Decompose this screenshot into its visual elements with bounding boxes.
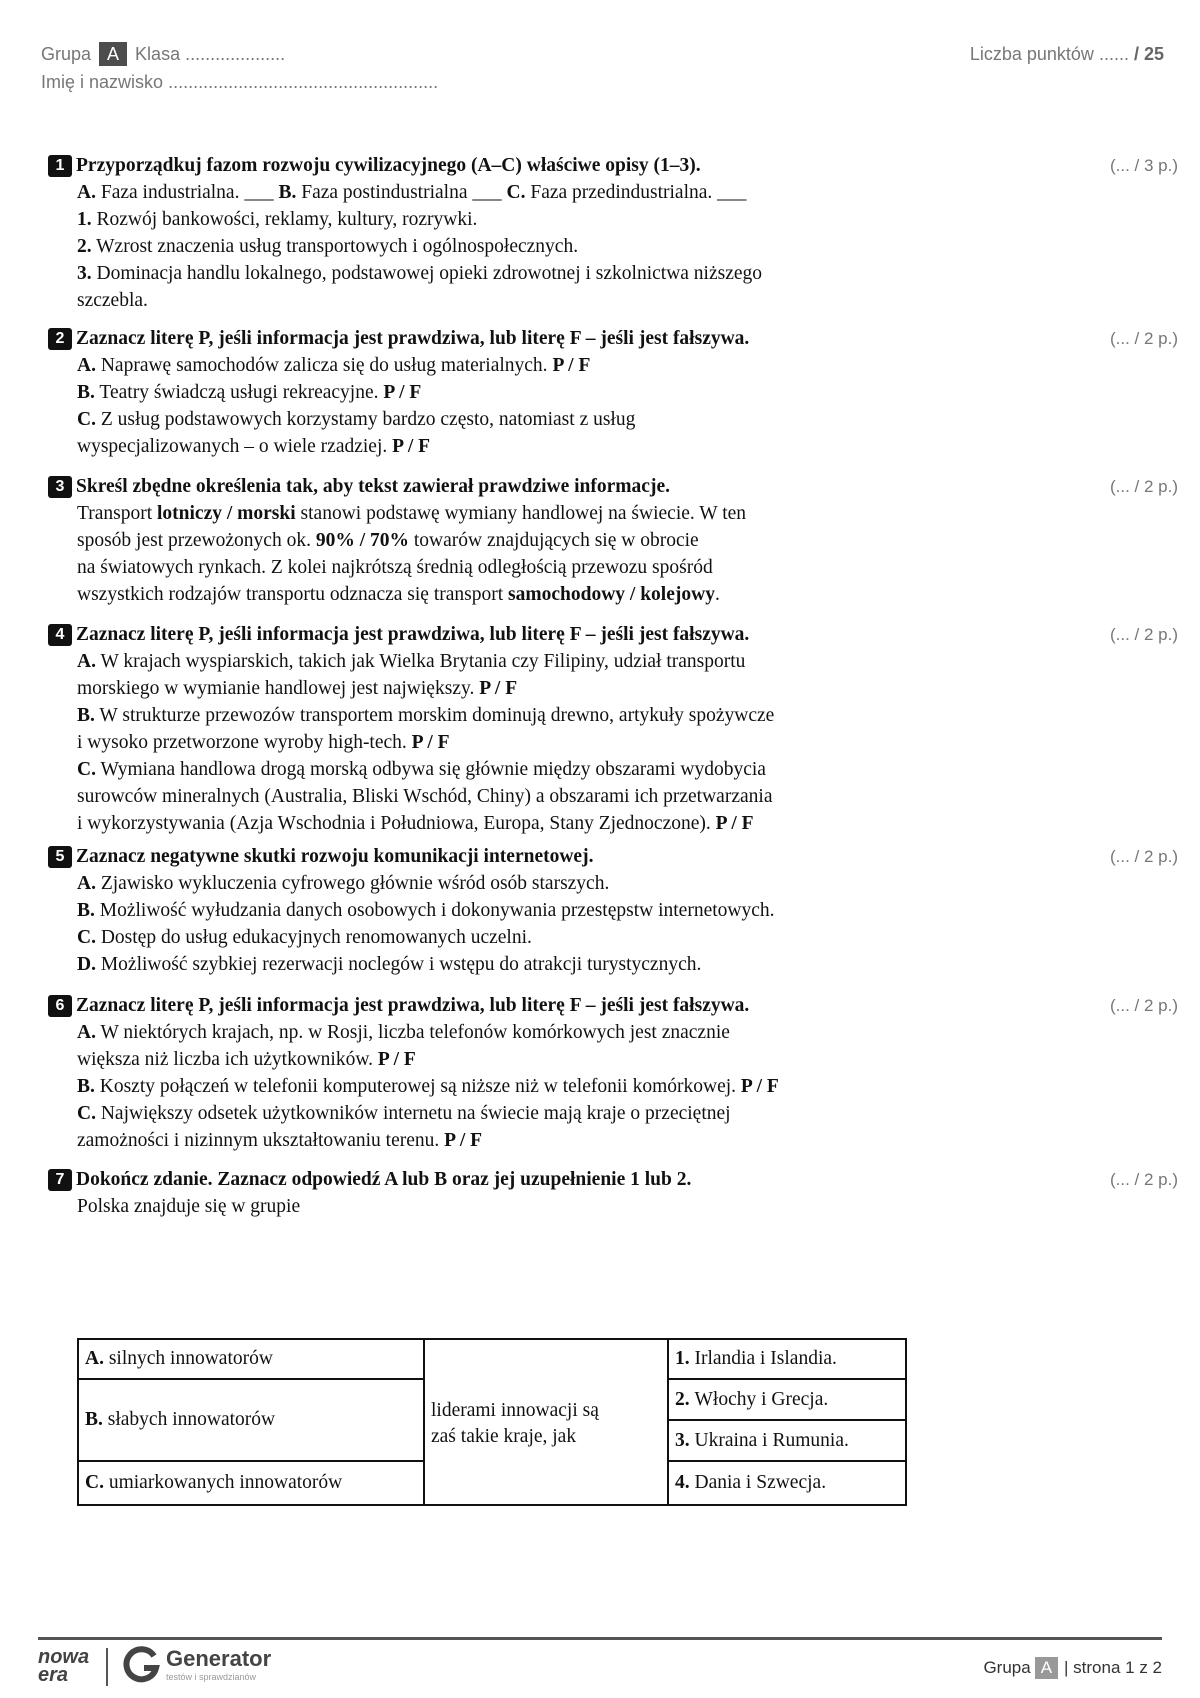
nowa-era-logo: nowa era [38, 1646, 90, 1686]
task-score: (... / 2 p.) [1109, 847, 1178, 866]
task-score: (... / 2 p.) [1109, 625, 1178, 644]
table-cell-option[interactable]: A. silnych innowatorów [79, 1340, 423, 1380]
page-number: | strona 1 z 2 [1064, 1658, 1162, 1677]
footer-divider [38, 1637, 1162, 1640]
task-title: Skreśl zbędne określenia tak, aby tekst zawierał prawdziwe informacje. [76, 476, 670, 497]
task-6 [48, 992, 1178, 1154]
answer-table [77, 1338, 907, 1506]
class-label: Klasa [135, 43, 181, 64]
task-4 [48, 621, 1178, 837]
description-item-cont: szczebla. [77, 290, 148, 311]
table-cell-completion[interactable]: 1. Irlandia i Islandia. [669, 1340, 905, 1380]
phase-text[interactable]: Faza postindustrialna ___ [301, 182, 502, 203]
task-title: Zaznacz literę P, jeśli informacja jest prawdziwa, lub literę F – jeśli jest fałszywa. [76, 328, 750, 349]
task-title: Zaznacz literę P, jeśli informacja jest prawdziwa, lub literę F – jeśli jest fałszywa. [76, 995, 750, 1016]
statement: A. W krajach wyspiarskich, takich jak Wielka Brytania czy Filipiny, udział transportu [77, 651, 746, 672]
statement: A. W niektórych krajach, np. w Rosji, liczba telefonów komórkowych jest znacznie [77, 1022, 730, 1043]
table-cell-middle: liderami innowacji są zaś takie kraje, jak [431, 1400, 599, 1447]
pf-choice[interactable]: P / F [444, 1130, 483, 1151]
task-title: Przyporządkuj fazom rozwoju cywilizacyjnego (A–C) właściwe opisy (1–3). [76, 155, 701, 176]
statement-cont: i wysoko przetworzone wyroby high-tech. P / F [77, 732, 450, 753]
pf-choice[interactable]: P / F [479, 678, 518, 699]
generator-logo-subtext: testów i sprawdzianów [166, 1672, 257, 1682]
page-info [983, 1657, 1162, 1679]
middle-column [423, 1340, 669, 1504]
task-number: 4 [48, 624, 72, 646]
choice[interactable]: 90% / 70% [315, 530, 409, 551]
header-fields [41, 40, 438, 96]
class-blank[interactable]: .................... [185, 43, 286, 64]
group-badge: A [99, 42, 127, 66]
statement: A. Naprawę samochodów zalicza się do usług materialnych. P / F [77, 355, 591, 376]
name-label: Imię i nazwisko [41, 71, 164, 92]
table-cell-option[interactable]: B. słabych innowatorów [79, 1380, 423, 1462]
statement-cont: wyspecjalizowanych – o wiele rzadziej. P / F [77, 436, 431, 457]
footer-group-badge: A [1035, 1657, 1058, 1679]
points-max: / 25 [1133, 44, 1164, 64]
option-item[interactable]: D. Możliwość szybkiej rezerwacji noclegów i wstępu do atrakcji turystycznych. [77, 954, 702, 975]
table-cell-option[interactable]: C. umiarkowanych innowatorów [85, 1472, 343, 1493]
name-row [41, 68, 438, 96]
task-title: Dokończ zdanie. Zaznacz odpowiedź A lub B oraz jej uzupełnienie 1 lub 2. [76, 1169, 692, 1190]
task-1 [48, 152, 1178, 314]
task-number: 2 [48, 328, 72, 350]
table-cell-completion[interactable]: 4. Dania i Szwecja. [675, 1472, 827, 1493]
generator-g-icon [120, 1644, 162, 1691]
logo-separator [106, 1648, 108, 1686]
table-cell-completion[interactable]: 3. Ukraina i Rumunia. [669, 1421, 905, 1462]
points-label: Liczba punktów [969, 44, 1094, 64]
phase-text[interactable]: Faza przedindustrialna. ___ [530, 182, 747, 203]
task-score: (... / 3 p.) [1109, 156, 1178, 175]
text-line: sposób jest przewożonych ok. 90% / 70% towarów znajdujących się w obrocie [77, 530, 699, 551]
choice[interactable]: samochodowy / kolejowy [508, 584, 715, 605]
statement: B. Koszty połączeń w telefonii komputerowej są niższe niż w telefonii komórkowej. P / F [77, 1076, 779, 1097]
text-line: na światowych rynkach. Z kolei najkrótszą średnią odległością przewozu spośród [77, 557, 713, 578]
phase-letter: B. [278, 182, 297, 203]
pf-choice[interactable]: P / F [383, 382, 422, 403]
group-column [79, 1340, 425, 1504]
option-item[interactable]: A. Zjawisko wykluczenia cyfrowego głównie wśród osób starszych. [77, 873, 610, 894]
choice[interactable]: lotniczy / morski [157, 503, 296, 524]
statement: C. Z usług podstawowych korzystamy bardzo często, natomiast z usług [77, 409, 636, 430]
generator-logo-text: Generator [166, 1646, 272, 1671]
statement: C. Największy odsetek użytkowników internetu na świecie mają kraje o przeciętnej [77, 1103, 731, 1124]
pf-choice[interactable]: P / F [411, 732, 450, 753]
statement-cont: większa niż liczba ich użytkowników. P / F [77, 1049, 416, 1070]
phase-letter: C. [506, 182, 526, 203]
phase-letter: A. [77, 182, 96, 203]
option-item[interactable]: B. Możliwość wyłudzania danych osobowych i dokonywania przestępstw internetowych. [77, 900, 775, 921]
task-number: 7 [48, 1169, 72, 1191]
task-score: (... / 2 p.) [1109, 1170, 1178, 1189]
task-number: 1 [48, 155, 72, 177]
footer-group-label: Grupa [983, 1658, 1031, 1677]
description-item: 3. Dominacja handlu lokalnego, podstawowej opieki zdrowotnej i szkolnictwa niższego [77, 263, 763, 284]
name-blank[interactable]: ...................................................... [168, 71, 439, 92]
statement-cont: morskiego w wymianie handlowej jest największy. P / F [77, 678, 518, 699]
task-2 [48, 325, 1178, 460]
statement: B. Teatry świadczą usługi rekreacyjne. P / F [77, 382, 422, 403]
statement: C. Wymiana handlowa drogą morską odbywa się głównie między obszarami wydobycia [77, 759, 766, 780]
task-intro: Polska znajduje się w grupie [77, 1196, 301, 1217]
group-label: Grupa [41, 43, 92, 64]
task-score: (... / 2 p.) [1109, 477, 1178, 496]
description-item: 1. Rozwój bankowości, reklamy, kultury, rozrywki. [77, 209, 478, 230]
statement: B. W strukturze przewozów transportem morskim dominują drewno, artykuły spożywcze [77, 705, 775, 726]
statement-cont: surowców mineralnych (Australia, Bliski Wschód, Chiny) a obszarami ich przetwarzania [77, 786, 773, 807]
description-item: 2. Wzrost znaczenia usług transportowych i ogólnospołecznych. [77, 236, 579, 257]
pf-choice[interactable]: P / F [715, 813, 754, 834]
task-3 [48, 473, 1178, 608]
task-7 [48, 1166, 1178, 1220]
text-line: wszystkich rodzajów transportu odznacza się transport samochodowy / kolejowy. [77, 584, 720, 605]
table-cell-completion[interactable]: 2. Włochy i Grecja. [669, 1380, 905, 1421]
pf-choice[interactable]: P / F [552, 355, 591, 376]
task-title: Zaznacz literę P, jeśli informacja jest prawdziwa, lub literę F – jeśli jest fałszywa. [76, 624, 750, 645]
task-number: 3 [48, 476, 72, 498]
phases-line [77, 179, 937, 206]
points-blank[interactable]: ...... [1098, 44, 1129, 64]
points-field [970, 44, 1164, 65]
pf-choice[interactable]: P / F [377, 1049, 416, 1070]
task-5 [48, 843, 1178, 978]
phase-text[interactable]: Faza industrialna. ___ [100, 182, 274, 203]
task-number: 5 [48, 846, 72, 868]
option-item[interactable]: C. Dostęp do usług edukacyjnych renomowanych uczelni. [77, 927, 532, 948]
pf-choice[interactable]: P / F [740, 1076, 779, 1097]
task-score: (... / 2 p.) [1109, 329, 1178, 348]
completion-column [669, 1340, 905, 1504]
task-title: Zaznacz negatywne skutki rozwoju komunikacji internetowej. [76, 846, 594, 867]
group-class-row [41, 40, 438, 68]
statement-cont: zamożności i nizinnym ukształtowaniu terenu. P / F [77, 1130, 483, 1151]
task-number: 6 [48, 995, 72, 1017]
task-score: (... / 2 p.) [1109, 996, 1178, 1015]
pf-choice[interactable]: P / F [392, 436, 431, 457]
statement-cont: i wykorzystywania (Azja Wschodnia i Południowa, Europa, Stany Zjednoczone). P / F [77, 813, 754, 834]
text-line: Transport lotniczy / morski stanowi podstawę wymiany handlowej na świecie. W ten [77, 503, 747, 524]
